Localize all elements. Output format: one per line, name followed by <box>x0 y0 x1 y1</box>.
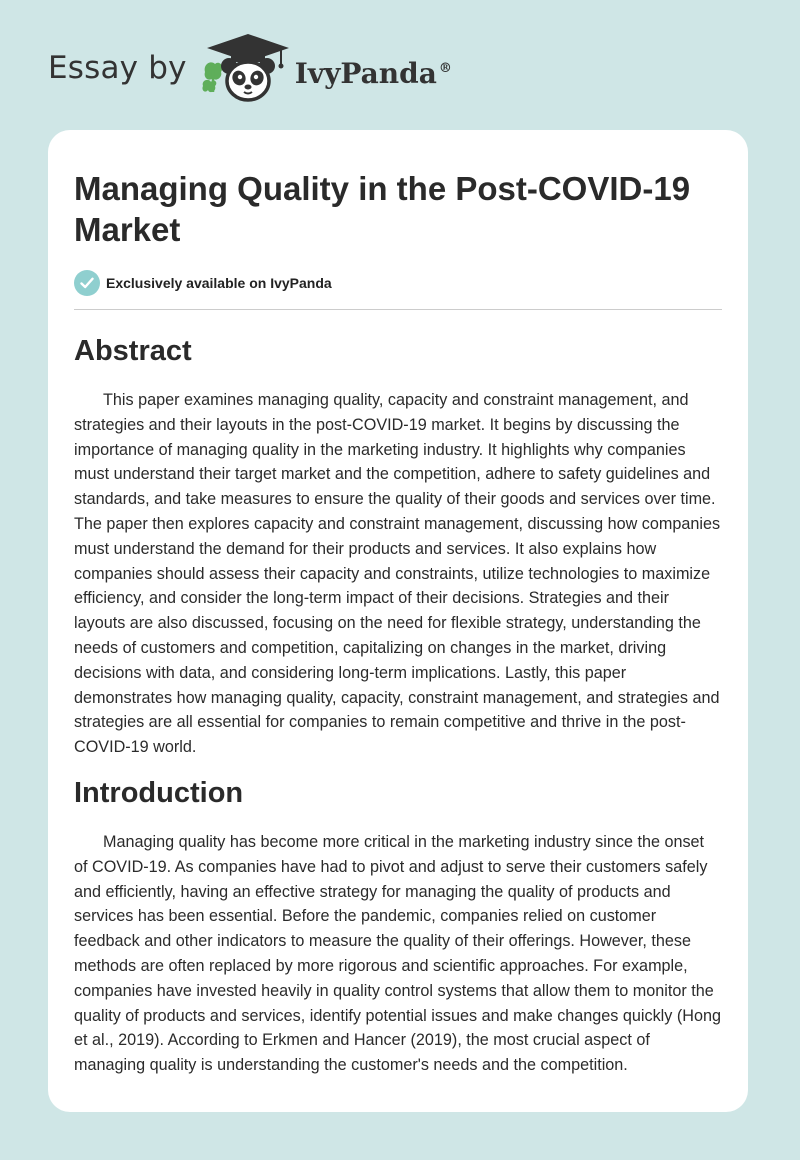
exclusive-badge <box>74 270 722 310</box>
page-title: Managing Quality in the Post-COVID-19 Market <box>74 170 691 248</box>
brand-name: IvyPanda ® <box>294 56 452 90</box>
abstract-paragraph: This paper examines managing quality, capacity and constraint management, and strategies and their layouts in the post-COVID-19 market. It begins by discussing the importance of managing quality in the marketing industry. It highlights why companies must understand their target market and the competition, adhere to safety guidelines and standards, and take measures to ensure the quality of their goods and services over time. The paper then explores capacity and constraint management, discussing how companies must understand the demand for their products and services. It also explains how companies should assess their capacity and constraints, utilize technologies to maximize efficiency, and consider the long-term impact of their decisions. Strategies and their layouts are also discussed, focusing on the need for flexible strategy, understanding the needs of customers and competition, capitalizing on changes in the market, driving decisions with data, and considering long-term implications. Lastly, this paper demonstrates how managing quality, capacity, constraint management, and strategies and strategies are all essential for companies to remain competitive and thrive in the post-COVID-19 world. <box>74 391 721 757</box>
section-heading-abstract: Abstract <box>74 335 192 367</box>
brand-prefix: Essay by <box>48 50 187 86</box>
essay-card <box>48 130 748 1112</box>
section-heading-introduction: Introduction <box>74 776 244 809</box>
check-icon <box>74 270 100 296</box>
introduction-paragraph: Managing quality has become more critical in the marketing industry since the onset of COVID-19. As companies have had to pivot and adjust to serve their customers safely and efficiently, having an effective strategy for managing the quality of products and services has been essential. Before the pandemic, companies relied on customer feedback and other indicators to measure the quality of their offerings. However, these methods are often replaced by more rigorous and scientific approaches. For example, companies have invested heavily in quality control systems that allow them to monitor the quality of products and services, identify potential issues and make changes quickly (Hong et al., 2019). According to Erkmen and Hancer (2019), the most crucial aspect of managing quality is understanding the customer's needs and the competition. <box>74 832 721 1075</box>
exclusive-label: Exclusively available on IvyPanda <box>106 275 332 291</box>
site-brand[interactable] <box>48 34 452 106</box>
panda-graduate-icon <box>201 34 291 106</box>
